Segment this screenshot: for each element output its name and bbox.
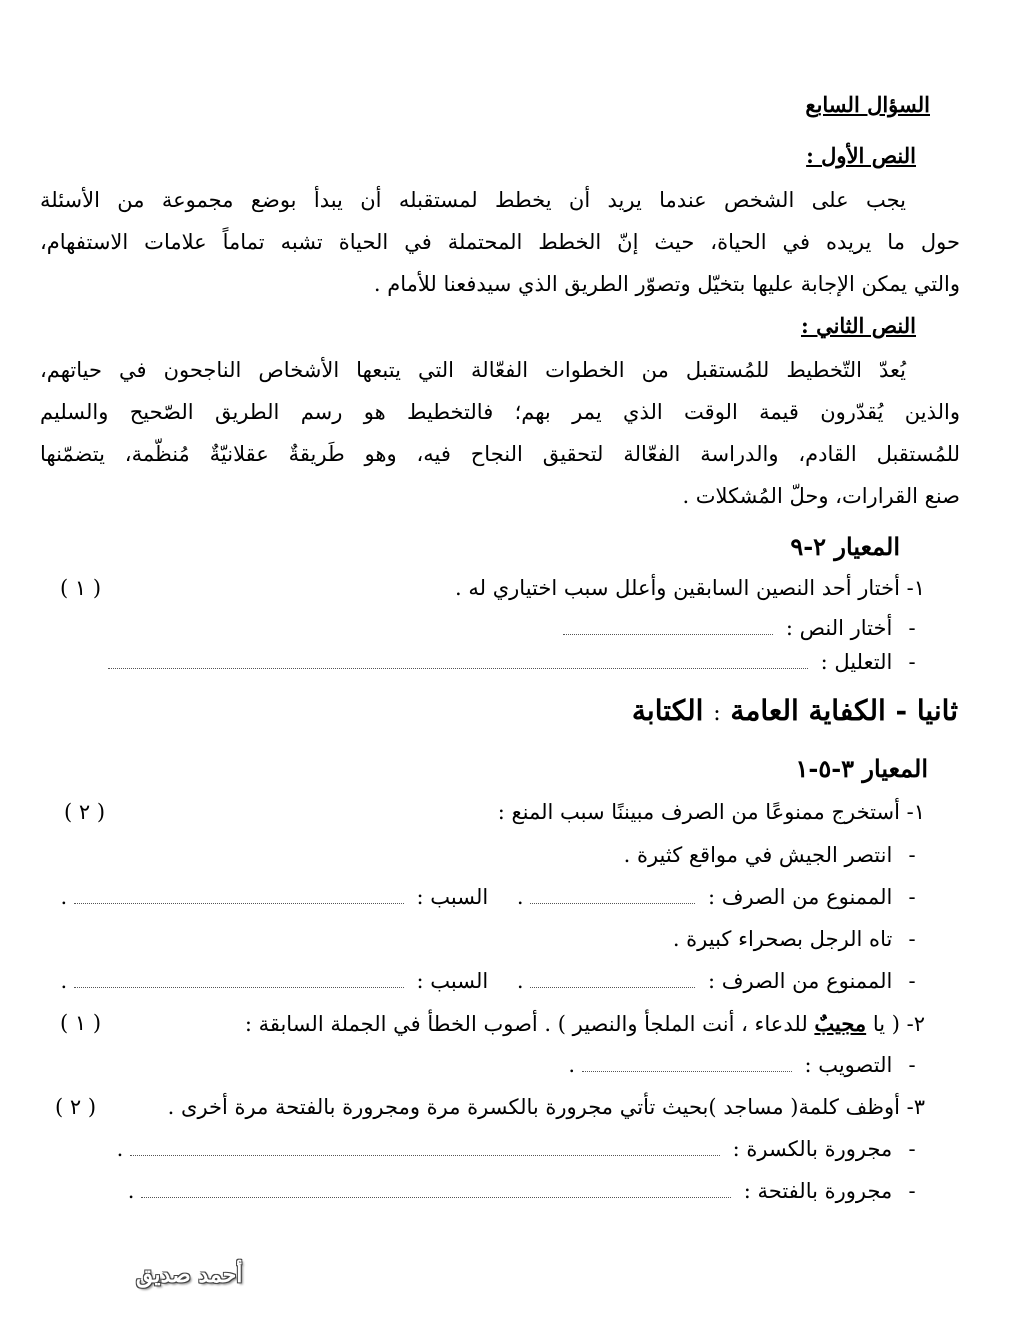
bullet: - [908, 885, 916, 909]
q1-reason-label: السبب : [416, 885, 489, 909]
q1-item-label: الممنوع من الصرف : [707, 885, 893, 909]
standard2-title: المعيار ٣-٥-١ [795, 754, 928, 783]
choose-text-answer-line[interactable] [563, 616, 773, 635]
author-signature: أحمد صديق [136, 1262, 243, 1288]
q3-kasra-row [117, 1137, 925, 1161]
text1-heading: النص الأول : [806, 143, 916, 168]
q2-correction-row [568, 1053, 925, 1077]
text2-line-3: للمُستقبل القادم، والدراسة الفعّالة لتحقيق النجاح فيه، وهو طَريقةٌ عقلانيّةٌ مُنظّمة، يتضمّنها [40, 442, 960, 466]
q2-underlined-word: مجيبٌ [814, 1011, 867, 1036]
section2-part1: ثانيا - الكفاية العامة [730, 694, 958, 727]
choose-text-row [563, 616, 925, 640]
text1-line-2: حول ما يريده في الحياة، حيث إنّ الخطط المحتملة في الحياة تشبه تماماً علامات الاستفهام، [40, 230, 960, 254]
q1-mark: ( ٢ ) [64, 800, 106, 824]
bullet: - [908, 927, 916, 951]
reason-row [108, 650, 925, 674]
q3-text: ٣- أوظف كلمة( مساجد )بحيث تأتي مجرورة بالكسرة مرة ومجرورة بالفتحة مرة أخرى . [167, 1095, 925, 1119]
q1-sentence-1-row [624, 843, 925, 867]
text2-heading: النص الثاني : [801, 313, 916, 338]
standard1-mark: ( ١ ) [60, 576, 102, 600]
q1-item-answer-line-1[interactable] [530, 885, 695, 904]
q1-answer-row-2 [60, 969, 925, 993]
reason-label: التعليل : [820, 650, 893, 674]
standard1-question: ١- أختار أحد النصين السابقين وأعلل سبب اختياري له . [455, 576, 925, 600]
q1-sentence-2: تاه الرجل بصحراء كبيرة . [672, 927, 893, 951]
period: . [516, 969, 524, 993]
section2-part2: الكتابة [631, 694, 704, 727]
period: . [60, 969, 68, 993]
q2-correction-label: التصويب : [804, 1053, 893, 1077]
bullet: - [908, 1137, 916, 1161]
q3-fatha-answer-line[interactable] [141, 1179, 731, 1198]
text1-line-1: يجب على الشخص عندما يريد أن يخطط لمستقبله أن يبدأ بوضع مجموعة من الأسئلة [40, 188, 906, 212]
q3-kasra-label: مجرورة بالكسرة : [732, 1137, 893, 1161]
question-title: السؤال السابع [805, 92, 930, 117]
q3-mark: ( ٢ ) [55, 1095, 97, 1119]
period: . [60, 885, 68, 909]
period: . [127, 1179, 135, 1203]
section2-separator: : [713, 701, 721, 726]
q1-reason-answer-line-2[interactable] [74, 969, 404, 988]
text1-line-3: والتي يمكن الإجابة عليها بتخيّل وتصوّر الطريق الذي سيدفعنا للأمام . [373, 272, 960, 296]
q2-post: للدعاء ، أنت الملجأ والنصير ) . أصوب الخطأ في الجملة السابقة : [244, 1012, 815, 1036]
q3-fatha-row [128, 1179, 925, 1203]
period: . [568, 1053, 576, 1077]
q1-reason-answer-line-1[interactable] [74, 885, 404, 904]
q1-text: ١- أستخرج ممنوعًا من الصرف مبيننًا سبب المنع : [497, 800, 925, 824]
text2-line-1: يُعدّ التّخطيط للمُستقبل من الخطوات الفعّالة التي يتبعها الأشخاص الناجحون في حياتهم، [40, 358, 906, 382]
q2-correction-answer-line[interactable] [582, 1053, 792, 1072]
bullet: - [908, 969, 916, 993]
reason-answer-line[interactable] [108, 650, 808, 669]
q2-mark: ( ١ ) [60, 1011, 102, 1035]
q1-item-label: الممنوع من الصرف : [707, 969, 893, 993]
q1-sentence-1: انتصر الجيش في مواقع كثيرة . [623, 843, 893, 867]
standard1-title: المعيار ٢-٩ [790, 532, 900, 561]
q1-item-answer-line-2[interactable] [530, 969, 695, 988]
bullet: - [908, 1053, 916, 1077]
section2-heading [632, 694, 958, 727]
text2-line-4: صنع القرارات، وحلّ المُشكلات . [682, 484, 960, 508]
bullet: - [908, 1179, 916, 1203]
q3-fatha-label: مجرورة بالفتحة : [743, 1179, 893, 1203]
q1-sentence-2-row [673, 927, 925, 951]
q2-pre: ٢- ( يا [866, 1012, 925, 1036]
bullet: - [908, 616, 916, 640]
bullet: - [908, 843, 916, 867]
q1-answer-row-1 [60, 885, 925, 909]
choose-text-label: أختار النص : [785, 616, 893, 640]
q1-reason-label: السبب : [416, 969, 489, 993]
text2-line-2: والذين يُقدّرون قيمة الوقت الذي يمر بهم؛ فالتخطيط هو رسم الطريق الصّحيح والسليم [40, 400, 960, 424]
q2-text [245, 1011, 925, 1036]
bullet: - [908, 650, 916, 674]
period: . [516, 885, 524, 909]
period: . [116, 1137, 124, 1161]
q3-kasra-answer-line[interactable] [130, 1137, 720, 1156]
